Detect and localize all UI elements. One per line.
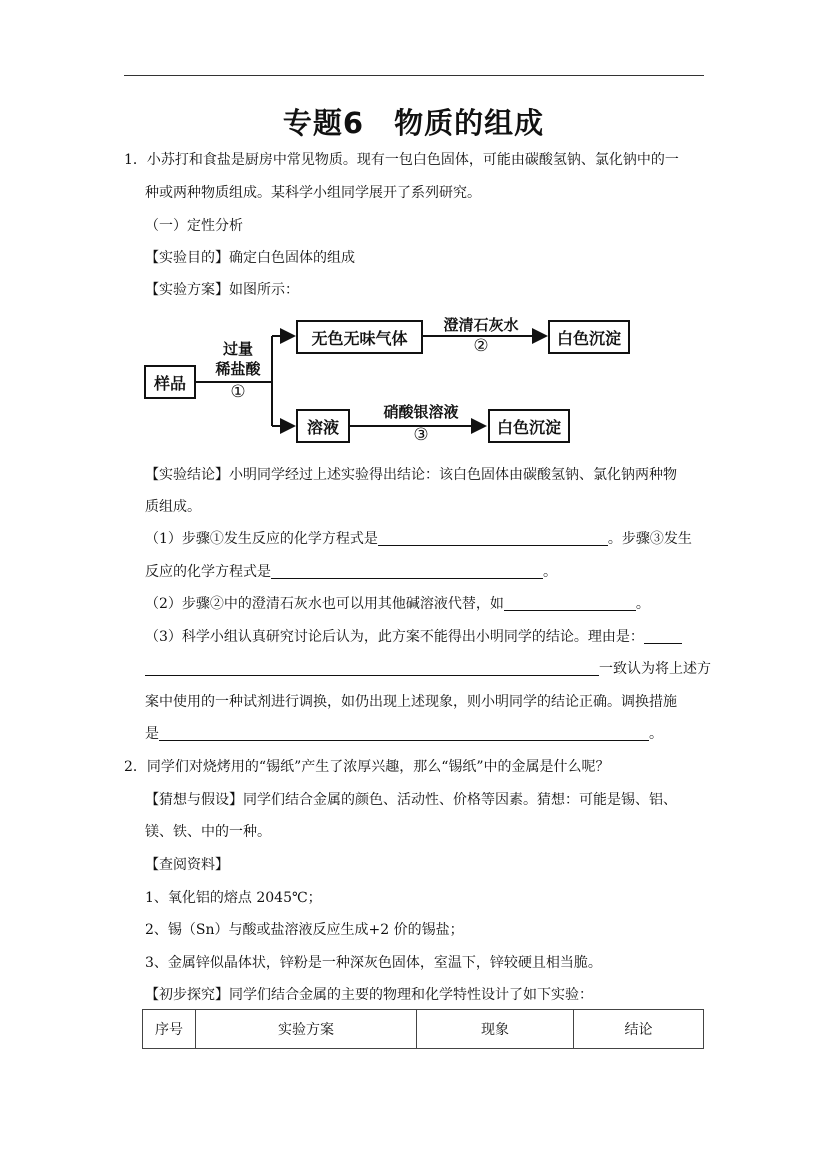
step-1-marker: ① [230, 382, 246, 402]
page-title: 专题6 物质的组成 [282, 106, 545, 140]
header-rule [124, 75, 704, 76]
q1-sub3-line-1 [145, 627, 682, 647]
q1-section: （一）定性分析 [145, 218, 243, 234]
q1-sub2-period: 。 [635, 596, 650, 612]
q2-reference-2: 2、锡（Sn）与酸或盐溶液反应生成+2 价的锡盐； [145, 922, 464, 938]
q2-hypothesis-2: 镁、铁、中的一种。 [145, 824, 271, 840]
q1-sub1-text-a: （1）步骤①发生反应的化学方程式是 [145, 531, 378, 547]
q2-explore: 【初步探究】同学们结合金属的主要的物理和化学特性设计了如下实验： [145, 987, 593, 1003]
q1-purpose: 【实验目的】确定白色固体的组成 [145, 250, 355, 266]
reagent-limewater-label: 澄清石灰水 [443, 316, 519, 334]
q1-sub3-period: 。 [649, 726, 663, 742]
step-3-marker: ③ [413, 425, 429, 445]
q1-conclusion-1: 【实验结论】小明同学经过上述实验得出结论：该白色固体由碳酸氢钠、氯化钠两种物 [145, 467, 677, 483]
q1-sub3-line-4 [145, 724, 663, 744]
experiment-table [142, 1009, 704, 1049]
q1-conclusion-2: 质组成。 [145, 499, 201, 515]
q2-reference-1: 1、氧化铝的熔点 2045℃； [145, 890, 322, 906]
table-header-cell: 序号 [143, 1010, 196, 1049]
q1-number: 1． [124, 152, 147, 168]
q1-sub1-text-c: 反应的化学方程式是 [145, 564, 271, 580]
table-header-cell: 实验方案 [196, 1010, 417, 1049]
q1-intro-2: 种或两种物质组成。某科学小组同学展开了系列研究。 [145, 185, 481, 201]
q1-sub1-line-2 [145, 562, 557, 582]
q1-sub1-period: 。 [543, 564, 557, 580]
gas-box: 无色无味气体 [296, 320, 423, 354]
q1-sub3-text-b: 一致认为将上述方 [599, 661, 711, 677]
q1-sub1-line-1 [145, 529, 692, 549]
q1-line-1 [124, 150, 679, 170]
experiment-flow-diagram [140, 308, 621, 445]
reagent-silver-nitrate-label: 硝酸银溶液 [383, 403, 459, 421]
q2-reference-3: 3、金属锌似晶体状，锌粉是一种深灰色固体，室温下，锌较硬且相当脆。 [145, 955, 602, 971]
answer-blank-4a[interactable] [644, 629, 682, 644]
answer-blank-4b[interactable] [145, 661, 599, 676]
q2-reference-title: 【查阅资料】 [145, 857, 229, 873]
q1-intro-1: 小苏打和食盐是厨房中常见物质。现有一包白色固体，可能由碳酸氢钠、氯化钠中的一 [146, 152, 679, 168]
solution-box: 溶液 [296, 409, 350, 443]
q2-intro: 同学们对烧烤用的“锡纸”产生了浓厚兴趣，那么“锡纸”中的金属是什么呢？ [146, 759, 610, 775]
q1-sub3-text-a: （3）科学小组认真研究讨论后认为，此方案不能得出小明同学的结论。理由是： [145, 629, 644, 645]
q1-sub3-text-d: 是 [145, 726, 159, 742]
table-header-row [143, 1010, 704, 1049]
answer-blank-1[interactable] [378, 531, 608, 546]
answer-blank-3[interactable] [504, 596, 636, 611]
q1-sub2-text: （2）步骤②中的澄清石灰水也可以用其他碱溶液代替，如 [145, 596, 504, 612]
answer-blank-5[interactable] [159, 726, 649, 741]
table-header-cell: 结论 [574, 1010, 704, 1049]
q2-hypothesis-1: 【猜想与假设】同学们结合金属的颜色、活动性、价格等因素。猜想：可能是锡、铝、 [145, 792, 677, 808]
sample-box: 样品 [144, 365, 196, 399]
q1-sub3-text-c: 案中使用的一种试剂进行调换，如仍出现上述现象，则小明同学的结论正确。调换措施 [145, 694, 677, 710]
q1-plan: 【实验方案】如图所示： [145, 282, 299, 298]
precipitate-box-1: 白色沉淀 [548, 320, 630, 354]
q1-sub2-line [145, 594, 650, 614]
answer-blank-2[interactable] [271, 564, 543, 579]
reagent-hcl-label-2: 稀盐酸 [215, 360, 261, 378]
step-2-marker: ② [473, 336, 489, 356]
q2-line-1 [124, 757, 610, 777]
q1-sub3-line-2 [145, 659, 711, 679]
q1-sub1-text-b: 。步骤③发生 [607, 531, 692, 547]
reagent-hcl-label-1: 过量 [222, 340, 253, 358]
table-header-cell: 现象 [417, 1010, 574, 1049]
q2-number: 2． [124, 759, 147, 775]
precipitate-box-2: 白色沉淀 [488, 409, 570, 443]
